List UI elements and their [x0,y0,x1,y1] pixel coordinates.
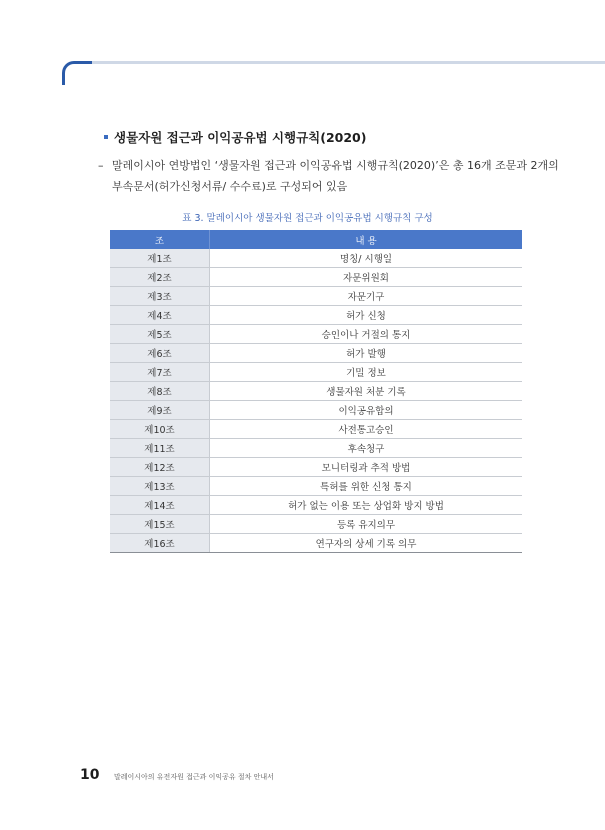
content-cell: 허가 없는 이용 또는 상업화 방지 방법 [210,496,523,515]
content-cell: 기밀 정보 [210,363,523,382]
article-cell: 제15조 [110,515,210,534]
table-row [110,534,522,553]
content-cell: 명칭/ 시행일 [210,249,523,268]
content-cell: 등록 유지의무 [210,515,523,534]
table-row [110,344,522,363]
content-cell: 허가 신청 [210,306,523,325]
table-row [110,363,522,382]
article-cell: 제8조 [110,382,210,401]
article-cell: 제4조 [110,306,210,325]
footer-title: 말레이시아의 유전자원 접근과 이익공유 절차 안내서 [114,773,274,781]
square-bullet-icon [104,135,108,139]
table-row [110,515,522,534]
table-row [110,249,522,268]
content-cell: 후속청구 [210,439,523,458]
content-cell: 허가 발행 [210,344,523,363]
article-cell: 제9조 [110,401,210,420]
section-heading-text: 생물자원 접근과 이익공유법 시행규칙(2020) [114,130,367,145]
article-cell: 제13조 [110,477,210,496]
dash-icon: – [98,159,104,172]
article-cell: 제10조 [110,420,210,439]
table-row [110,496,522,515]
section-heading [104,128,366,146]
content-cell: 자문위원회 [210,268,523,287]
content-cell: 사전통고승인 [210,420,523,439]
article-cell: 제5조 [110,325,210,344]
header-content: 내 용 [210,230,523,249]
table-row [110,287,522,306]
corner-decoration [62,61,102,85]
table-row [110,401,522,420]
table-row [110,458,522,477]
section-description [98,155,559,197]
article-cell: 제11조 [110,439,210,458]
content-cell: 모니터링과 추적 방법 [210,458,523,477]
table-row [110,420,522,439]
content-cell: 자문기구 [210,287,523,306]
article-cell: 제1조 [110,249,210,268]
content-cell: 승인이나 거절의 통지 [210,325,523,344]
content-cell: 생물자원 처분 기록 [210,382,523,401]
article-cell: 제3조 [110,287,210,306]
table-row [110,306,522,325]
article-cell: 제2조 [110,268,210,287]
table-row [110,382,522,401]
article-cell: 제6조 [110,344,210,363]
header-article: 조 [110,230,210,249]
article-cell: 제12조 [110,458,210,477]
content-cell: 이익공유합의 [210,401,523,420]
table-row [110,477,522,496]
content-cell: 연구자의 상세 기록 의무 [210,534,523,553]
article-cell: 제14조 [110,496,210,515]
page-number: 10 [80,767,100,783]
description-line-1: 말레이시아 연방법인 ‘생물자원 접근과 이익공유법 시행규칙(2020)’은 총 16개 조문과 2개의 [112,159,559,172]
table-row [110,439,522,458]
content-cell: 특허를 위한 신청 통지 [210,477,523,496]
article-cell: 제16조 [110,534,210,553]
table-header-row [110,230,522,249]
article-cell: 제7조 [110,363,210,382]
table-row [110,268,522,287]
rules-table [110,230,522,553]
table-caption: 표 3. 말레이시아 생물자원 접근과 이익공유법 시행규칙 구성 [182,213,433,224]
description-line-2: 부속문서(허가신청서류/ 수수료)로 구성되어 있음 [112,180,348,193]
top-rule [92,61,605,64]
table-row [110,325,522,344]
